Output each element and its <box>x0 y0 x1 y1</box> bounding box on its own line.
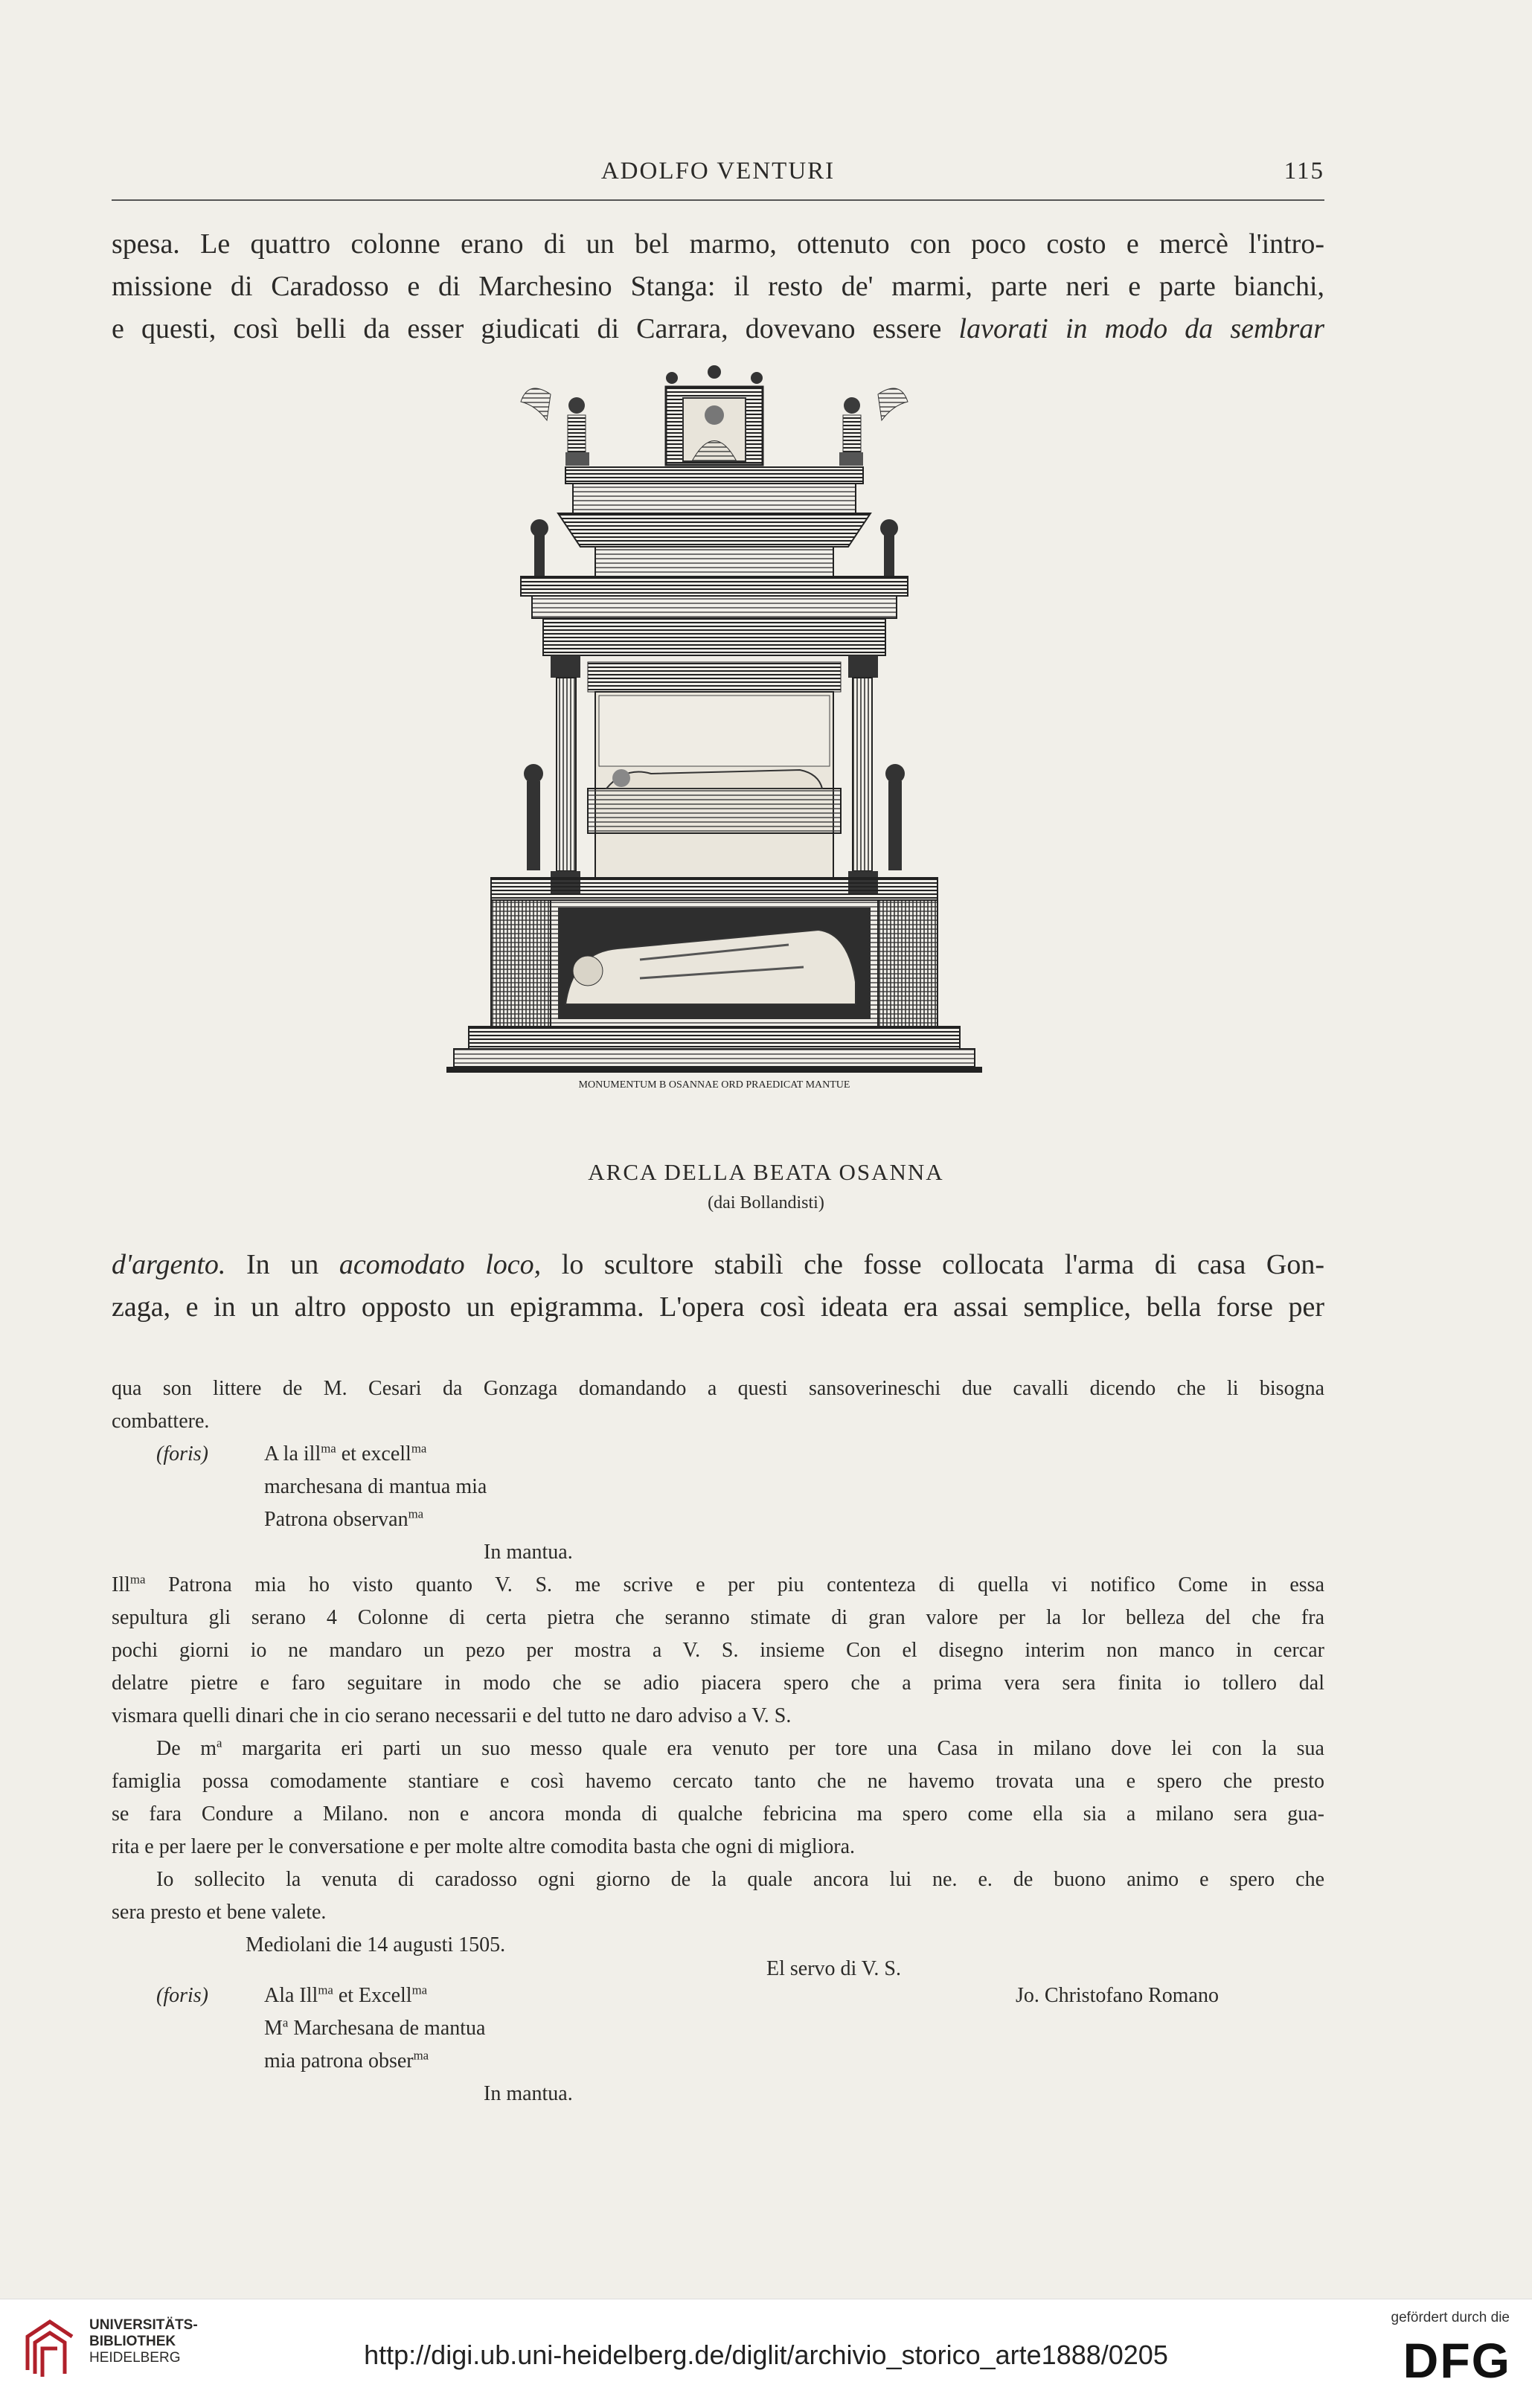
text-line: spesa. Le quattro colonne erano di un bel marmo, ottenuto con poco costo e mercè l'intro- <box>112 228 1324 260</box>
column-left <box>551 655 580 893</box>
superscript: ma <box>413 2048 429 2063</box>
library-name-line: BIBLIOTHEK <box>89 2334 176 2349</box>
address-line <box>264 2012 485 2045</box>
text-line <box>112 308 1324 350</box>
text-line: missione di Caradosso e di Marchesino Stanga: il resto de' marmi, parte neri e parte bianchi, <box>112 271 1324 302</box>
text-run: M <box>264 2017 283 2040</box>
signature: Jo. Christofano Romano <box>1016 1984 1219 2007</box>
address-line: marchesana di mantua mia <box>264 1475 487 1498</box>
text-run: margarita eri parti un suo messo quale era venuto per tore una Casa in milano dove lei con la sua <box>222 1737 1324 1760</box>
address-line <box>264 1980 427 2012</box>
paragraph-top <box>112 223 1324 350</box>
letter-line: delatre pietre e faro seguitare in modo che se adio piacera spero che a prima vera sera finita io tollero dal <box>112 1672 1324 1695</box>
library-name-line: UNIVERSITÄTS- <box>89 2317 198 2333</box>
text-run: In un <box>225 1249 339 1280</box>
note-line: qua son littere de M. Cesari da Gonzaga domandando a questi sansoverineschi due cavalli dicendo che li bisogna <box>112 1377 1324 1400</box>
foris-label: (foris) <box>156 1984 208 2007</box>
dateline: Mediolani die 14 augusti 1505. <box>246 1933 506 1956</box>
header-rule <box>112 199 1324 201</box>
address-line <box>264 1503 423 1536</box>
text-run: Patrona mia ho visto quanto V. S. me scrive e per piu contenteza di quella vi notifico Come in essa <box>168 1573 1325 1596</box>
text-run: Ill <box>112 1573 130 1596</box>
letter-line: sera presto et bene valete. <box>112 1901 327 1924</box>
tomb-engraving-illustration <box>446 365 982 1131</box>
superscript: ma <box>408 1506 424 1521</box>
column-right <box>848 655 878 893</box>
text-run: Marchesana de mantua <box>288 2017 486 2040</box>
superscript: ma <box>129 1572 146 1587</box>
superscript: a <box>217 1736 222 1750</box>
letter-line: se fara Condure a Milano. non e ancora monda di qualche febricina ma spero come ella sia a milano sera gua- <box>112 1802 1324 1826</box>
letter-line: rita e per laere per le conversatione e per molte altre comodita basta che ogni di migliora. <box>112 1835 856 1858</box>
text-run: Ala Ill <box>264 1984 318 2007</box>
text-line <box>112 1244 1324 1286</box>
italic-run: d'argento. <box>112 1249 226 1280</box>
viewer-footer <box>0 2299 1532 2408</box>
foris-label: (foris) <box>156 1442 208 1465</box>
text-run: et excell <box>336 1442 411 1465</box>
note-line: combattere. <box>112 1410 210 1433</box>
text-run: A la ill <box>264 1442 321 1465</box>
funding-label: gefördert durch die <box>1391 2310 1510 2325</box>
address-line <box>264 2045 429 2078</box>
text-run: Patrona observan <box>264 1508 408 1531</box>
figure-caption: ARCA DELLA BEATA OSANNA <box>588 1159 944 1185</box>
closing-line: El servo di V. S. <box>766 1957 901 1980</box>
superscript: ma <box>318 1982 333 1997</box>
superscript: ma <box>411 1982 428 1997</box>
italic-run: lavorati in modo da sembrar <box>958 313 1324 344</box>
italic-run: acomodato loco, <box>339 1249 542 1280</box>
address-line: In mantua. <box>484 1541 573 1564</box>
letter-line <box>112 1569 1324 1602</box>
angel-left <box>521 388 589 466</box>
address-line <box>264 1438 426 1471</box>
letter-line: vismara quelli dinari che in cio serano necessarii e del tutto ne daro adviso a V. S. <box>112 1704 792 1727</box>
dfg-logo: DFG <box>1403 2333 1511 2388</box>
central-reliquary <box>666 365 763 465</box>
engraving-inscription: MONUMENTUM B OSANNAE ORD PRAEDICAT MANTUE <box>578 1079 850 1091</box>
angel-right <box>839 388 908 466</box>
figure-source: (dai Bollandisti) <box>708 1193 824 1213</box>
letter-line <box>156 1733 1324 1765</box>
superscript: a <box>282 2015 289 2030</box>
superscript: ma <box>411 1441 427 1456</box>
text-line: zaga, e in un altro opposto un epigramma. L'opera così ideata era assai semplice, bella forse per <box>112 1291 1324 1323</box>
letter-line: Io sollecito la venuta di caradosso ogni giorno de la quale ancora lui ne. e. de buono animo e spero che <box>156 1868 1324 1891</box>
paragraph-bottom <box>112 1244 1324 1329</box>
text-run: lo scultore stabilì che fosse collocata l'arma di casa Gon- <box>541 1249 1325 1280</box>
letter-line: famiglia possa comodamente stantiare e così havemo cercato tanto che ne havemo trovata una e spero che presto <box>112 1770 1324 1793</box>
text-run: e questi, così belli da esser giudicati di Carrara, dovevano essere <box>112 313 959 344</box>
running-header <box>112 158 1324 195</box>
permalink-url[interactable]: http://digi.ub.uni-heidelberg.de/diglit/archivio_storico_arte1888/0205 <box>364 2340 1168 2370</box>
letter-line: pochi giorni io ne mandaro un pezo per mostra a V. S. insieme Con el disegno interim non manco in cercar <box>112 1639 1324 1662</box>
page-number: 115 <box>1283 158 1324 184</box>
address-line: In mantua. <box>484 2082 573 2105</box>
library-name-line: HEIDELBERG <box>89 2350 181 2366</box>
letter-line: sepultura gli serano 4 Colonne di certa pietra che seranno stimate di gran valore per la lor belleza del che fra <box>112 1606 1324 1629</box>
text-run: De m <box>156 1737 217 1760</box>
header-title: ADOLFO VENTURI <box>600 158 836 184</box>
superscript: ma <box>321 1441 336 1456</box>
text-run: et Excell <box>333 1984 412 2007</box>
text-run: mia patrona obser <box>264 2049 414 2073</box>
upper-effigy <box>588 769 841 833</box>
